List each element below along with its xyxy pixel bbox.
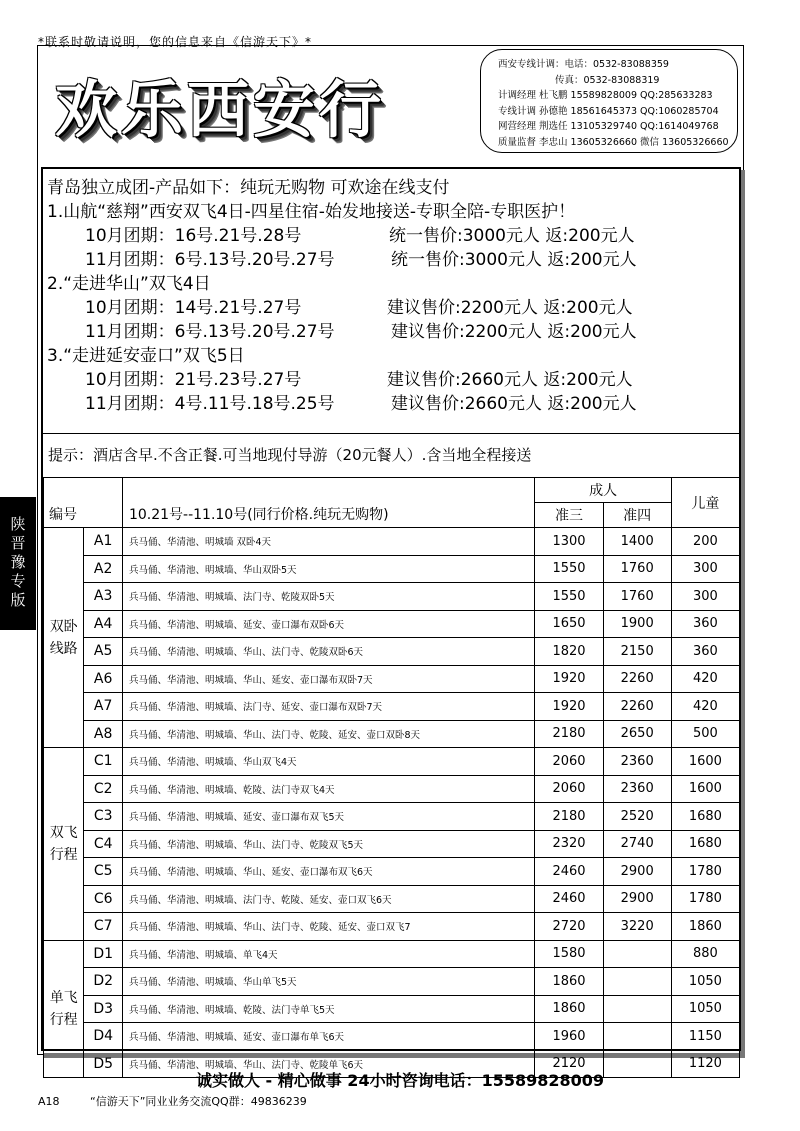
- tour-dates: 10月团期：14号.21号.27号: [85, 298, 302, 318]
- route-description: 兵马俑、华清池、明城墙、华山双飞4天: [122, 748, 534, 776]
- route-code: C6: [84, 885, 123, 913]
- route-code: A3: [84, 583, 123, 611]
- page-code: A18: [38, 1095, 60, 1108]
- route-code: C1: [84, 748, 123, 776]
- route-description: 兵马俑、华清池、明城墙、华山、法门寺、乾陵双卧6天: [122, 638, 534, 666]
- price-zhun4: 3220: [603, 913, 671, 941]
- tour-price: 统一售价:3000元人 返:200元人: [391, 250, 637, 270]
- header-zhun4: 准四: [603, 503, 671, 528]
- route-code: A6: [84, 665, 123, 693]
- table-row: [44, 638, 740, 666]
- price-zhun4: 2360: [603, 775, 671, 803]
- product-date-row: [47, 392, 637, 416]
- price-zhun3: 1550: [535, 583, 603, 611]
- route-description: 兵马俑、华清池、明城墙、华山单飞5天: [122, 968, 534, 996]
- table-row: [44, 555, 740, 583]
- route-description: 兵马俑、华清池、明城墙、华山、法门寺、乾陵、延安、壶口双卧8天: [122, 720, 534, 748]
- tour-price: 统一售价:3000元人 返:200元人: [389, 226, 635, 246]
- price-zhun4: 2650: [603, 720, 671, 748]
- table-row: [44, 830, 740, 858]
- price-zhun3: 1920: [535, 665, 603, 693]
- route-category: 双卧 线路: [44, 528, 84, 748]
- table-row: [44, 528, 740, 556]
- price-child: 1680: [671, 830, 739, 858]
- tour-price: 建议售价:2200元人 返:200元人: [391, 322, 637, 342]
- route-description: 兵马俑、华清池、明城墙、单飞4天: [122, 940, 534, 968]
- route-description: 兵马俑、华清池、明城墙 双卧4天: [122, 528, 534, 556]
- price-zhun4: [603, 940, 671, 968]
- product-title: 1.山航“慈翔”西安双飞4日-四星住宿-始发地接送-专职全陪-专职医护！: [47, 202, 576, 222]
- route-code: C7: [84, 913, 123, 941]
- price-child: 360: [671, 638, 739, 666]
- side-tab-char: 晋: [10, 534, 26, 552]
- side-tab-char: 陕: [10, 515, 26, 533]
- contact-line: 网营经理 荆选任 13105329740 QQ:1614049768: [498, 121, 719, 132]
- price-child: 420: [671, 665, 739, 693]
- divider: [43, 433, 739, 434]
- slogan-hotline: 诚实做人 - 精心做事 24小时咨询电话：15589828009: [195, 1071, 605, 1090]
- price-child: 420: [671, 693, 739, 721]
- header-description: 10.21号--11.10号(同行价格.纯玩无购物): [122, 478, 534, 528]
- price-zhun4: 2260: [603, 693, 671, 721]
- price-zhun4: [603, 1023, 671, 1051]
- route-description: 兵马俑、华清池、明城墙、华山、延安、壶口瀑布双卧7天: [122, 665, 534, 693]
- price-child: 1050: [671, 995, 739, 1023]
- price-zhun3: 1550: [535, 555, 603, 583]
- route-code: C4: [84, 830, 123, 858]
- tour-dates: 10月团期：16号.21号.28号: [85, 226, 302, 246]
- route-category: 双飞 行程: [44, 748, 84, 941]
- price-child: 1120: [671, 1050, 739, 1078]
- product-date-row: [47, 248, 637, 272]
- route-description: 兵马俑、华清池、明城墙、华山、延安、壶口瀑布双飞6天: [122, 858, 534, 886]
- tour-dates: 11月团期：4号.11号.18号.25号: [85, 394, 335, 414]
- product-title: 3.“走进延安壶口”双飞5日: [47, 346, 245, 366]
- header-child: 儿童: [671, 478, 739, 528]
- table-row: [44, 748, 740, 776]
- footer-qq-group: “信游天下”同业业务交流QQ群：49836239: [90, 1095, 307, 1108]
- header-code: 编号: [44, 478, 123, 528]
- route-code: A4: [84, 610, 123, 638]
- route-code: D5: [84, 1050, 123, 1078]
- header-zhun3: 准三: [535, 503, 603, 528]
- price-zhun4: 2150: [603, 638, 671, 666]
- side-tab-char: 专: [10, 572, 26, 590]
- contact-line: 西安专线计调：电话：0532-83088359: [498, 59, 669, 70]
- price-zhun3: 1860: [535, 968, 603, 996]
- price-child: 300: [671, 555, 739, 583]
- price-child: 1780: [671, 885, 739, 913]
- route-description: 兵马俑、华清池、明城墙、法门寺、乾陵、延安、壶口双飞6天: [122, 885, 534, 913]
- table-row: [44, 693, 740, 721]
- price-child: 1600: [671, 748, 739, 776]
- table-row: [44, 610, 740, 638]
- table-row: [44, 583, 740, 611]
- route-description: 兵马俑、华清池、明城墙、华山、法门寺、乾陵单飞6天: [122, 1050, 534, 1078]
- tour-price: 建议售价:2200元人 返:200元人: [387, 298, 633, 318]
- route-description: 兵马俑、华清池、明城墙、华山双卧5天: [122, 555, 534, 583]
- price-zhun3: 2060: [535, 775, 603, 803]
- route-description: 兵马俑、华清池、明城墙、乾陵、法门寺单飞5天: [122, 995, 534, 1023]
- route-description: 兵马俑、华清池、明城墙、法门寺、延安、壶口瀑布双卧7天: [122, 693, 534, 721]
- route-code: C5: [84, 858, 123, 886]
- route-description: 兵马俑、华清池、明城墙、法门寺、乾陵双卧5天: [122, 583, 534, 611]
- table-row: [44, 803, 740, 831]
- table-row: [44, 913, 740, 941]
- price-zhun4: 1760: [603, 555, 671, 583]
- price-zhun4: 2360: [603, 748, 671, 776]
- contact-line: 传真：0532-83088319: [555, 74, 660, 86]
- route-description: 兵马俑、华清池、明城墙、延安、壶口瀑布双飞5天: [122, 803, 534, 831]
- route-code: C3: [84, 803, 123, 831]
- price-zhun3: 2120: [535, 1050, 603, 1078]
- route-description: 兵马俑、华清池、明城墙、延安、壶口瀑布单飞6天: [122, 1023, 534, 1051]
- table-row: [44, 720, 740, 748]
- price-child: 1150: [671, 1023, 739, 1051]
- price-zhun3: 2180: [535, 720, 603, 748]
- price-child: 1600: [671, 775, 739, 803]
- route-description: 兵马俑、华清池、明城墙、延安、壶口瀑布双卧6天: [122, 610, 534, 638]
- side-tab-char: 版: [10, 591, 26, 609]
- price-zhun4: 2260: [603, 665, 671, 693]
- price-zhun3: 1960: [535, 1023, 603, 1051]
- route-code: D2: [84, 968, 123, 996]
- table-row: [44, 885, 740, 913]
- contact-line: 计调经理 杜飞鹏 15589828009 QQ:285633283: [498, 90, 713, 101]
- tour-price: 建议售价:2660元人 返:200元人: [391, 394, 637, 414]
- product-date-row: [47, 320, 637, 344]
- route-code: D4: [84, 1023, 123, 1051]
- product-list: [47, 176, 637, 416]
- price-child: 200: [671, 528, 739, 556]
- price-zhun4: 1760: [603, 583, 671, 611]
- route-category: 单飞 行程: [44, 940, 84, 1078]
- route-price-table: [43, 477, 740, 1078]
- price-zhun3: 2460: [535, 858, 603, 886]
- route-description: 兵马俑、华清池、明城墙、乾陵、法门寺双飞4天: [122, 775, 534, 803]
- table-row: [44, 1023, 740, 1051]
- price-zhun3: 2460: [535, 885, 603, 913]
- route-code: D1: [84, 940, 123, 968]
- price-zhun3: 2720: [535, 913, 603, 941]
- price-zhun3: 1820: [535, 638, 603, 666]
- price-zhun4: 2740: [603, 830, 671, 858]
- price-child: 1860: [671, 913, 739, 941]
- route-code: A7: [84, 693, 123, 721]
- price-child: 1050: [671, 968, 739, 996]
- product-intro: 青岛独立成团-产品如下：纯玩无购物 可欢途在线支付: [47, 178, 450, 198]
- route-code: A8: [84, 720, 123, 748]
- price-zhun4: 1400: [603, 528, 671, 556]
- table-row: [44, 995, 740, 1023]
- product-date-row: [47, 296, 633, 320]
- route-code: A2: [84, 555, 123, 583]
- table-row: [44, 665, 740, 693]
- route-code: A5: [84, 638, 123, 666]
- page-title: 欢乐西安行: [55, 73, 386, 146]
- price-zhun3: 2060: [535, 748, 603, 776]
- price-child: 360: [671, 610, 739, 638]
- table-row: [44, 775, 740, 803]
- route-code: D3: [84, 995, 123, 1023]
- price-zhun3: 1860: [535, 995, 603, 1023]
- contact-box: [480, 49, 738, 153]
- source-note: *联系时敬请说明，您的信息来自《信游天下》*: [38, 35, 313, 49]
- price-zhun4: 2900: [603, 858, 671, 886]
- price-child: 1680: [671, 803, 739, 831]
- route-description: 兵马俑、华清池、明城墙、华山、法门寺、乾陵双飞5天: [122, 830, 534, 858]
- price-child: 500: [671, 720, 739, 748]
- price-zhun4: 2900: [603, 885, 671, 913]
- table-body: [44, 528, 740, 1078]
- price-zhun3: 1580: [535, 940, 603, 968]
- table-row: [44, 940, 740, 968]
- price-zhun4: 1900: [603, 610, 671, 638]
- price-child: 880: [671, 940, 739, 968]
- table-row: [44, 968, 740, 996]
- side-tab-char: 豫: [10, 553, 26, 571]
- contact-line: 质量监督 李忠山 13605326660 微信 13605326660: [498, 136, 729, 148]
- contact-line: 专线计调 孙德艳 18561645373 QQ:1060285704: [498, 105, 719, 117]
- table-row: [44, 858, 740, 886]
- price-zhun3: 2180: [535, 803, 603, 831]
- price-zhun4: [603, 995, 671, 1023]
- table-header-row: [44, 478, 740, 503]
- route-code: A1: [84, 528, 123, 556]
- price-zhun4: [603, 968, 671, 996]
- price-child: 1780: [671, 858, 739, 886]
- product-title: 2.“走进华山”双飞4日: [47, 274, 211, 294]
- side-edition-tab: [0, 497, 36, 630]
- route-description: 兵马俑、华清池、明城墙、华山、法门寺、乾陵、延安、壶口双飞7: [122, 913, 534, 941]
- route-code: C2: [84, 775, 123, 803]
- price-child: 300: [671, 583, 739, 611]
- price-zhun3: 1920: [535, 693, 603, 721]
- tour-price: 建议售价:2660元人 返:200元人: [387, 370, 633, 390]
- product-date-row: [47, 368, 633, 392]
- price-zhun3: 1300: [535, 528, 603, 556]
- product-date-row: [47, 224, 635, 248]
- price-zhun3: 1650: [535, 610, 603, 638]
- header-adult: 成人: [535, 478, 671, 503]
- tip-text: 提示：酒店含早.不含正餐.可当地现付导游（20元餐人）.含当地全程接送: [48, 446, 532, 464]
- tour-dates: 11月团期：6号.13号.20号.27号: [85, 250, 335, 270]
- tour-dates: 11月团期：6号.13号.20号.27号: [85, 322, 335, 342]
- price-zhun3: 2320: [535, 830, 603, 858]
- tour-dates: 10月团期：21号.23号.27号: [85, 370, 302, 390]
- price-zhun4: 2520: [603, 803, 671, 831]
